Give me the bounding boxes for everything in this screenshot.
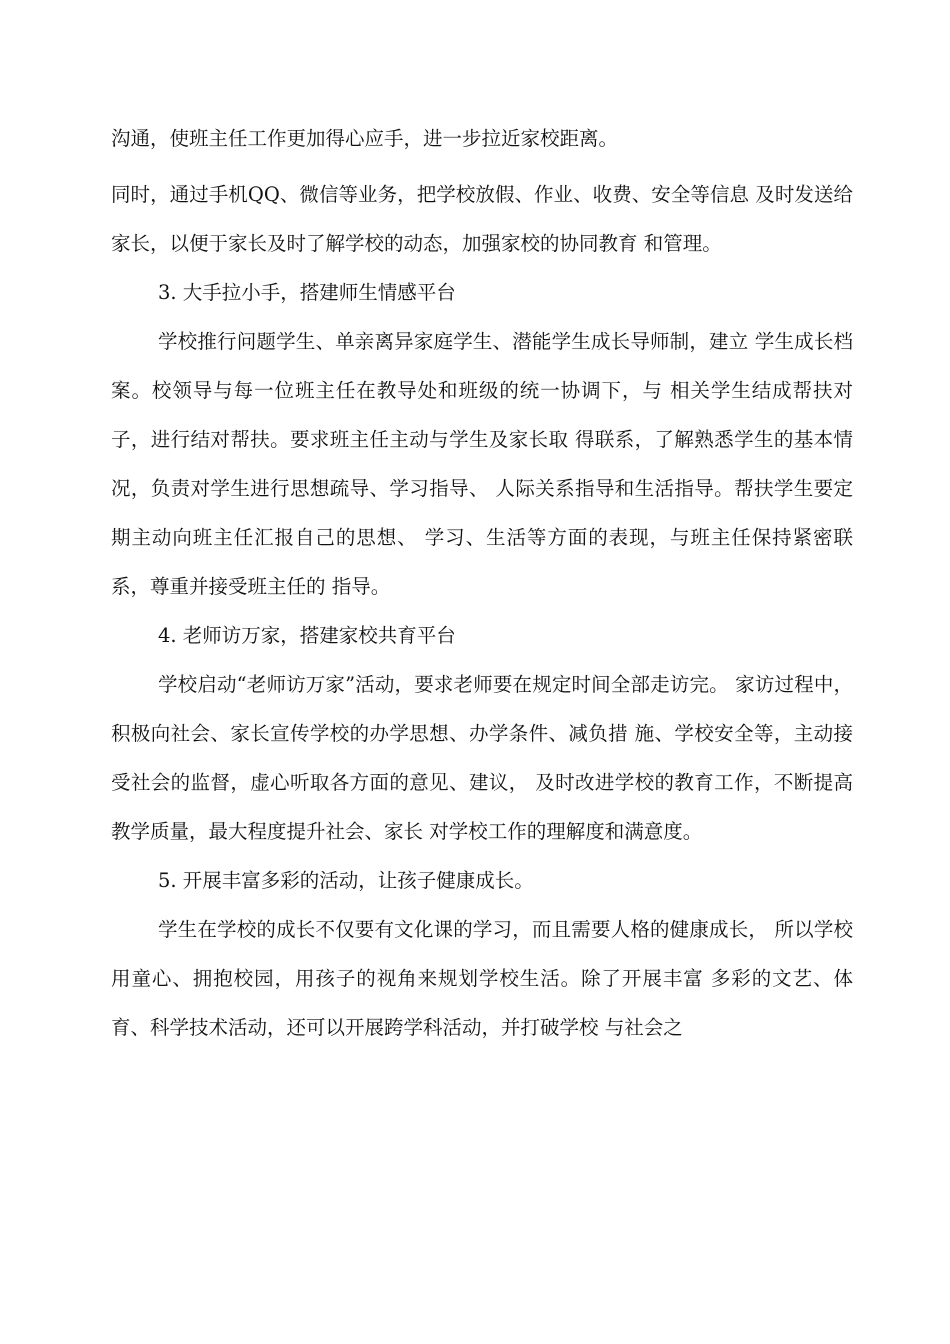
- section-heading-3: 3. 大手拉小手，搭建师生情感平台: [158, 281, 456, 304]
- section-heading-4: 4. 老师访万家，搭建家校共育平台: [158, 624, 456, 647]
- paragraph-1: 沟通，使班主任工作更加得心应手，进一步拉近家校距离。: [111, 127, 619, 150]
- document-body: [111, 114, 853, 1052]
- section-heading-5: 5. 开展丰富多彩的活动，让孩子健康成长。: [158, 869, 534, 892]
- paragraph-4: 学校启动“老师访万家”活动，要求老师要在规定时间全部走访完。 家访过程中，积极向社会、家长宣传学校的办学思想、办学条件、减负措 施、学校安全等，主动接受社会的监督，虚心听取各方面的意见、建议， 及时改进学校的教育工作，不断提高教学质量，最大程度提升社会、家长 对学校工作的理解度和满意度。: [111, 673, 853, 843]
- paragraph-3: 学校推行问题学生、单亲离异家庭学生、潜能学生成长导师制，建立 学生成长档案。校领导与每一位班主任在教导处和班级的统一协调下，与 相关学生结成帮扶对子，进行结对帮扶。要求班主任主动与学生及家长取 得联系，了解熟悉学生的基本情况，负责对学生进行思想疏导、学习指导、 人际关系指导和生活指导。帮扶学生要定期主动向班主任汇报自己的思想、 学习、生活等方面的表现，与班主任保持紧密联系，尊重并接受班主任的 指导。: [111, 330, 853, 598]
- paragraph-5: 学生在学校的成长不仅要有文化课的学习，而且需要人格的健康成长， 所以学校用童心、拥抱校园，用孩子的视角来规划学校生活。除了开展丰富 多彩的文艺、体育、科学技术活动，还可以开展跨学科活动，并打破学校 与社会之: [111, 918, 853, 1039]
- paragraph-2: 同时，通过手机QQ、微信等业务，把学校放假、作业、收费、安全等信息 及时发送给家长，以便于家长及时了解学校的动态，加强家校的协同教育 和管理。: [111, 183, 853, 255]
